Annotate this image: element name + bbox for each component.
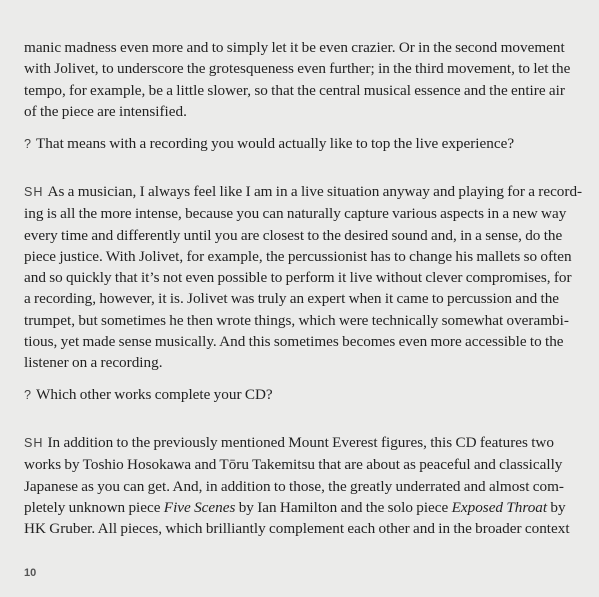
work-title: Five Scenes bbox=[163, 498, 236, 516]
question-marker: ? bbox=[24, 388, 33, 402]
text-line: every time and differently until you are closest to the desired sound and, in a sense, do the bbox=[24, 226, 563, 244]
question-paragraph bbox=[24, 133, 564, 155]
answer-paragraph bbox=[24, 181, 583, 374]
text-paragraph bbox=[24, 37, 571, 122]
text-line: tious, yet made sense musically. And this sometimes becomes even more accessible to the bbox=[24, 333, 564, 351]
text-line: pletely unknown piece Five Scenes by Ian Hamilton and the solo piece Exposed Throat by bbox=[24, 498, 566, 516]
text-line: ? That means with a recording you would actually like to top the live experience? bbox=[24, 135, 515, 152]
text-line: SH As a musician, I always feel like I am in a live situation anyway and playing for a record- bbox=[24, 183, 583, 200]
text-line: HK Gruber. All pieces, which brilliantly complement each other and in the broader context bbox=[24, 520, 570, 538]
text-line: ? Which other works complete your CD? bbox=[24, 386, 273, 403]
question-marker: ? bbox=[24, 137, 33, 151]
speaker-marker: SH bbox=[24, 436, 44, 450]
text-line: manic madness even more and to simply let it be even crazier. Or in the second movement bbox=[24, 39, 565, 56]
question-paragraph bbox=[24, 384, 564, 406]
text-line: piece justice. With Jolivet, for example, the percussionist has to change his mallets so often bbox=[24, 247, 572, 265]
text-line: ing is all the more intense, because you can naturally capture various aspects in a new way bbox=[24, 205, 567, 223]
answer-paragraph bbox=[24, 432, 570, 539]
text-line: and so quickly that it’s not even possible to perform it live without clever compromises, for bbox=[24, 269, 572, 287]
text-line: SH In addition to the previously mentioned Mount Everest figures, this CD features two bbox=[24, 434, 554, 451]
text-line: with Jolivet, to underscore the grotesqueness even further; in the third movement, to let the bbox=[24, 60, 571, 78]
text-line: listener on a recording. bbox=[24, 354, 163, 372]
text-line: trumpet, but sometimes he then wrote things, which were technically somewhat overambi- bbox=[24, 311, 569, 329]
text-line: tempo, for example, be a little slower, so that the central musical essence and the entire air bbox=[24, 81, 565, 99]
text-line: works by Toshio Hosokawa and Tōru Takemitsu that are about as peaceful and classically bbox=[24, 456, 563, 474]
page-number: 10 bbox=[24, 567, 37, 579]
text-line: Japanese as you can get. And, in addition to those, the greatly underrated and almost com- bbox=[24, 477, 564, 495]
speaker-marker: SH bbox=[24, 185, 44, 199]
text-line: a recording, however, it is. Jolivet was truly an expert when it came to percussion and the bbox=[24, 290, 560, 308]
work-title: Exposed Throat bbox=[451, 498, 548, 516]
text-line: of the piece are intensified. bbox=[24, 102, 187, 120]
